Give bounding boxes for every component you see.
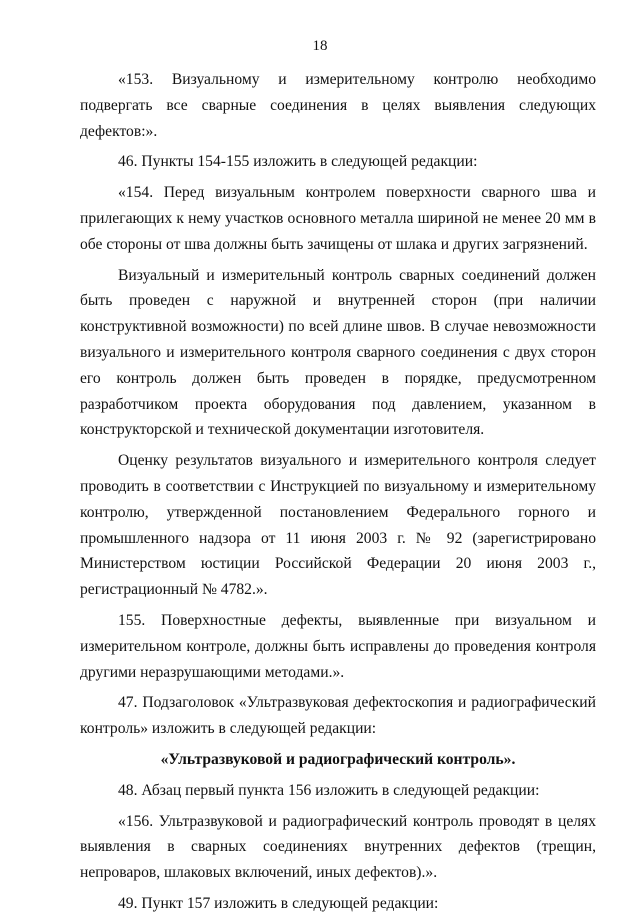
- paragraph-155: 155. Поверхностные дефекты, выявленные при визуальном и измерительном контроле, должны быть исправлены до проведения контроля другими неразрушающими методами.».: [80, 611, 596, 681]
- paragraph-156: «156. Ультразвуковой и радиографический контроль проводят в целях выявления в сварных соединениях внутренних дефектов (трещин, непроваров, шлаковых включений, иных дефектов).».: [80, 812, 596, 882]
- paragraph-item-47: 47. Подзаголовок «Ультразвуковая дефектоскопия и радиографический контроль» изложить в следующей редакции:: [80, 694, 596, 738]
- paragraph-154-visual-control: Визуальный и измерительный контроль сварных соединений должен быть проведен с наружной и внутренней сторон (при наличии конструктивной возможности) по всей длине швов. В случае невозможности визуального и измерительного контроля сварного соединения с двух сторон его контроль должен быть проведен в порядке, предусмотренном разработчиком проекта оборудования под давлением, указанном в конструкторской и технической документации изготовителя.: [80, 266, 596, 439]
- document-body: [80, 67, 596, 922]
- paragraph-item-49: 49. Пункт 157 изложить в следующей редакции:: [118, 894, 439, 912]
- paragraph-154-intro: «154. Перед визуальным контролем поверхности сварного шва и прилегающих к нему участков основного металла шириной не менее 20 мм в обе стороны от шва должны быть зачищены от шлака и других загрязнений.: [80, 184, 596, 253]
- page-number: 18: [312, 38, 328, 54]
- paragraph-item-46: 46. Пункты 154-155 изложить в следующей редакции:: [118, 153, 478, 171]
- section-heading: «Ультразвуковой и радиографический контроль».: [160, 750, 516, 768]
- paragraph-item-48: 48. Абзац первый пункта 156 изложить в следующей редакции:: [118, 781, 540, 799]
- paragraph-154-assessment: Оценку результатов визуального и измерительного контроля следует проводить в соответствии с Инструкцией по визуальному и измерительному контролю, утвержденной постановлением Федерального горного и промышленного надзора от 11 июня 2003 г. № 92 (зарегистрировано Министерством юстиции Российской Федерации 20 июня 2003 г., регистрационный № 4782.».: [80, 452, 596, 599]
- paragraph-153: «153. Визуальному и измерительному контролю необходимо подвергать все сварные соединения в целях выявления следующих дефектов:».: [80, 71, 596, 140]
